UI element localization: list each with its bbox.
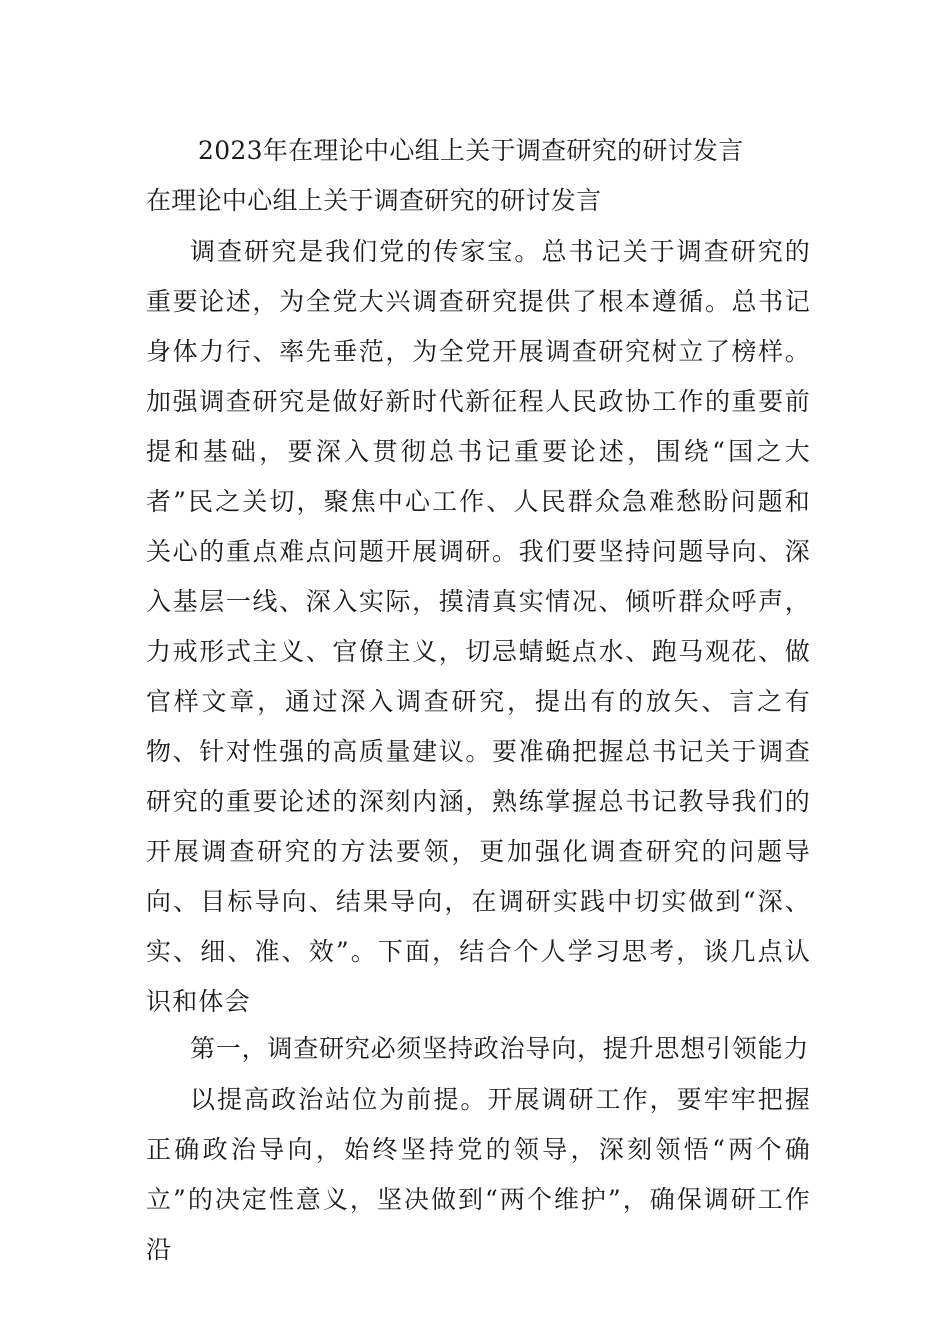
document-subtitle: 在理论中心组上关于调查研究的研讨发言	[146, 186, 602, 215]
body-paragraph-first-section: 以提高政治站位为前提。开展调研工作，要牢牢把握正确政治导向，始终坚持党的领导，深刻领悟“两个确立”的决定性意义，坚决做到“两个维护”，确保调研工作沿	[146, 1085, 811, 1264]
document-title: 2023年在理论中心组上关于调查研究的研讨发言	[198, 136, 744, 165]
body-paragraph-intro: 调查研究是我们党的传家宝。总书记关于调查研究的重要论述，为全党大兴调查研究提供了根本遵循。总书记身体力行、率先垂范，为全党开展调查研究树立了榜样。加强调查研究是做好新时代新征程人民政协工作的重要前提和基础，要深入贯彻总书记重要论述，围绕“国之大者”民之关切，聚焦中心工作、人民群众急难愁盼问题和关心的重点难点问题开展调研。我们要坚持问题导向、深入基层一线、深入实际，摸清真实情况、倾听群众呼声，力戒形式主义、官僚主义，切忌蜻蜓点水、跑马观花、做官样文章，通过深入调查研究，提出有的放矢、言之有物、针对性强的高质量建议。要准确把握总书记关于调查研究的重要论述的深刻内涵，熟练掌握总书记教导我们的开展调查研究的方法要领，更加强化调查研究的问题导向、目标导向、结果导向，在调研实践中切实做到“深、实、细、准、效”。下面，结合个人学习思考，谈几点认识和体会	[146, 237, 811, 1016]
section-heading-first: 第一，调查研究必须坚持政治导向，提升思想引领能力	[190, 1034, 810, 1063]
